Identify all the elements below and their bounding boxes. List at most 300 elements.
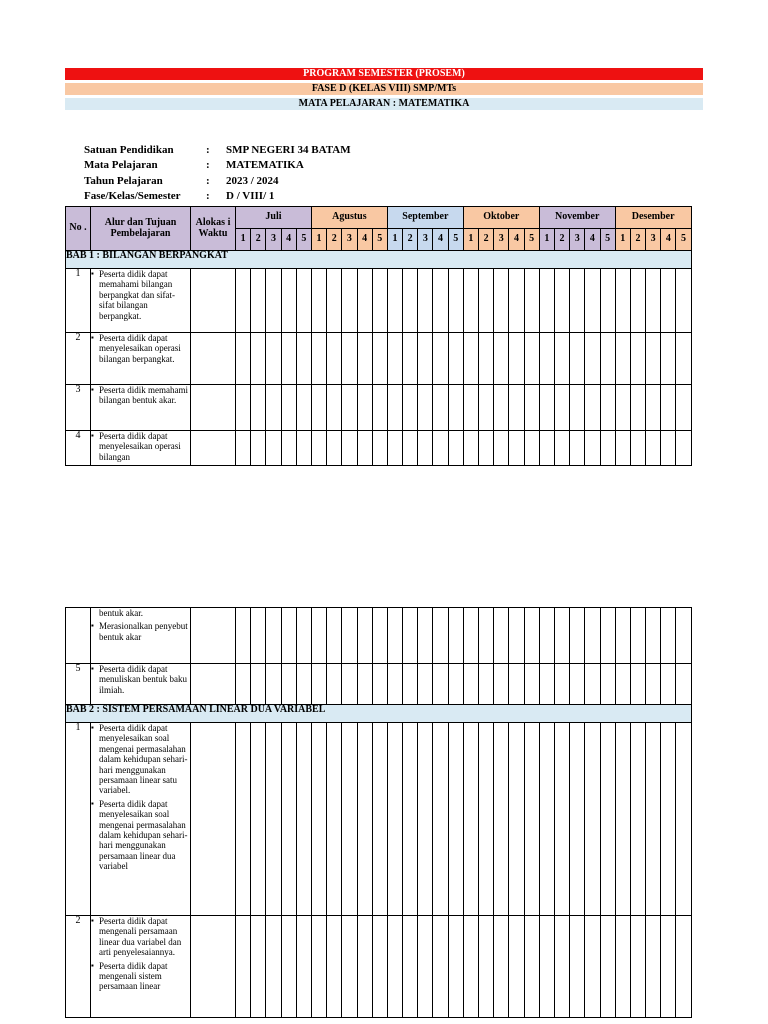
week-cell	[676, 333, 691, 385]
info-colon: :	[206, 159, 210, 172]
week-cell	[676, 916, 691, 1018]
week-cell	[661, 431, 676, 466]
header-week: 3	[266, 229, 281, 251]
semester-program-table-continued	[65, 607, 692, 1018]
week-cell	[615, 723, 630, 916]
table-row	[66, 269, 692, 333]
time-allocation-cell	[191, 431, 236, 466]
week-cell	[342, 664, 357, 705]
header-week: 2	[327, 229, 342, 251]
week-cell	[342, 723, 357, 916]
week-cell	[585, 723, 600, 916]
week-cell	[342, 608, 357, 664]
week-cell	[296, 431, 311, 466]
week-cell	[570, 664, 585, 705]
header-month: November	[539, 207, 615, 229]
table-row	[66, 385, 692, 431]
week-cell	[630, 916, 645, 1018]
week-cell	[630, 608, 645, 664]
week-cell	[570, 431, 585, 466]
objective-list	[91, 385, 190, 406]
week-cell	[509, 333, 524, 385]
week-cell	[479, 916, 494, 1018]
week-cell	[342, 333, 357, 385]
objective-list	[91, 333, 190, 364]
week-cell	[433, 916, 448, 1018]
week-cell	[494, 916, 509, 1018]
week-cell	[479, 608, 494, 664]
week-cell	[646, 269, 661, 333]
week-cell	[357, 431, 372, 466]
week-cell	[661, 608, 676, 664]
week-cell	[661, 385, 676, 431]
week-cell	[251, 333, 266, 385]
week-cell	[236, 333, 251, 385]
time-allocation-cell	[191, 385, 236, 431]
week-cell	[600, 664, 615, 705]
week-cell	[600, 723, 615, 916]
week-cell	[403, 608, 418, 664]
header-week: 1	[539, 229, 554, 251]
week-cell	[494, 385, 509, 431]
week-cell	[554, 269, 569, 333]
week-cell	[676, 269, 691, 333]
table-row	[66, 723, 692, 916]
week-cell	[676, 664, 691, 705]
week-cell	[387, 723, 402, 916]
week-cell	[281, 608, 296, 664]
time-allocation-cell	[191, 269, 236, 333]
week-cell	[327, 269, 342, 333]
week-cell	[327, 916, 342, 1018]
week-cell	[251, 916, 266, 1018]
week-cell	[418, 664, 433, 705]
info-colon: :	[206, 144, 210, 156]
week-cell	[433, 664, 448, 705]
week-cell	[585, 269, 600, 333]
week-cell	[661, 916, 676, 1018]
week-cell	[661, 333, 676, 385]
week-cell	[311, 333, 326, 385]
week-cell	[403, 916, 418, 1018]
week-cell	[630, 431, 645, 466]
week-cell	[266, 723, 281, 916]
week-cell	[281, 385, 296, 431]
week-cell	[387, 916, 402, 1018]
objective-item: ▪ Peserta didik dapat menyelesaikan soal mengenai permasalahan dalam kehidupan sehari-hari menggunakan persamaan linear dua variabel	[99, 799, 190, 872]
week-cell	[403, 431, 418, 466]
table-row	[66, 608, 692, 664]
row-number: 2	[66, 916, 91, 1018]
week-cell	[494, 608, 509, 664]
week-cell	[266, 431, 281, 466]
row-number: 1	[66, 723, 91, 916]
week-cell	[676, 723, 691, 916]
info-value: MATEMATIKA	[226, 159, 304, 172]
header-week: 1	[387, 229, 402, 251]
objective-item: ▪ Peserta didik dapat menyelesaikan operasi bilangan	[99, 431, 190, 462]
table-row	[66, 664, 692, 705]
week-cell	[554, 723, 569, 916]
week-cell	[585, 333, 600, 385]
header-week: 4	[661, 229, 676, 251]
header-week: 3	[418, 229, 433, 251]
week-cell	[463, 333, 478, 385]
week-cell	[570, 333, 585, 385]
week-cell	[524, 723, 539, 916]
header-week: 1	[463, 229, 478, 251]
week-cell	[600, 385, 615, 431]
week-cell	[646, 608, 661, 664]
week-cell	[615, 431, 630, 466]
week-cell	[524, 269, 539, 333]
week-cell	[646, 333, 661, 385]
week-cell	[357, 333, 372, 385]
week-cell	[463, 608, 478, 664]
week-cell	[357, 723, 372, 916]
week-cell	[479, 664, 494, 705]
week-cell	[448, 723, 463, 916]
week-cell	[403, 385, 418, 431]
week-cell	[615, 333, 630, 385]
objective-item: ▪ Peserta didik dapat menyelesaikan soal mengenai permasalahan dalam kehidupan sehari-hari menggunakan persamaan linear satu variabel.	[99, 723, 190, 796]
week-cell	[357, 664, 372, 705]
week-cell	[372, 916, 387, 1018]
week-cell	[387, 431, 402, 466]
week-cell	[327, 385, 342, 431]
header-week: 4	[357, 229, 372, 251]
week-cell	[418, 385, 433, 431]
week-cell	[646, 916, 661, 1018]
week-cell	[615, 608, 630, 664]
week-cell	[479, 723, 494, 916]
subject-banner	[65, 98, 703, 110]
week-cell	[281, 269, 296, 333]
week-cell	[236, 431, 251, 466]
week-cell	[311, 723, 326, 916]
week-cell	[494, 723, 509, 916]
row-number: 1	[66, 269, 91, 333]
objective-list	[91, 269, 190, 321]
week-cell	[387, 385, 402, 431]
week-cell	[357, 608, 372, 664]
row-number: 3	[66, 385, 91, 431]
continued-text: bentuk akar.	[99, 608, 143, 618]
week-cell	[387, 269, 402, 333]
week-cell	[296, 385, 311, 431]
week-cell	[630, 723, 645, 916]
week-cell	[281, 723, 296, 916]
week-cell	[570, 269, 585, 333]
header-week: 5	[676, 229, 691, 251]
week-cell	[418, 431, 433, 466]
week-cell	[509, 431, 524, 466]
objective-list	[91, 664, 190, 695]
week-cell	[600, 608, 615, 664]
week-cell	[251, 608, 266, 664]
week-cell	[585, 608, 600, 664]
row-number	[66, 608, 91, 664]
document-title: PROGRAM SEMESTER (PROSEM)	[303, 68, 465, 79]
week-cell	[676, 385, 691, 431]
time-allocation-cell	[191, 608, 236, 664]
header-month: September	[387, 207, 463, 229]
week-cell	[372, 608, 387, 664]
week-cell	[448, 916, 463, 1018]
info-row	[84, 174, 351, 189]
header-month: Agustus	[311, 207, 387, 229]
week-cell	[236, 385, 251, 431]
header-week: 3	[342, 229, 357, 251]
week-cell	[281, 916, 296, 1018]
week-cell	[251, 664, 266, 705]
week-cell	[661, 723, 676, 916]
week-cell	[342, 431, 357, 466]
week-cell	[236, 664, 251, 705]
learning-objective-cell	[91, 269, 191, 333]
week-cell	[372, 333, 387, 385]
week-cell	[509, 664, 524, 705]
week-cell	[661, 664, 676, 705]
week-cell	[600, 269, 615, 333]
week-cell	[418, 723, 433, 916]
week-cell	[342, 916, 357, 1018]
week-cell	[494, 664, 509, 705]
week-cell	[615, 269, 630, 333]
week-cell	[630, 269, 645, 333]
week-cell	[357, 385, 372, 431]
week-cell	[630, 385, 645, 431]
week-cell	[327, 333, 342, 385]
week-cell	[387, 333, 402, 385]
week-cell	[570, 916, 585, 1018]
week-cell	[585, 664, 600, 705]
objective-item: ▪ Merasionalkan penyebut bentuk akar	[99, 621, 190, 642]
info-row	[84, 143, 351, 158]
week-cell	[463, 385, 478, 431]
week-cell	[387, 664, 402, 705]
learning-objective-cell	[91, 385, 191, 431]
info-value: D / VIII/ 1	[226, 190, 275, 203]
week-cell	[676, 608, 691, 664]
week-cell	[539, 431, 554, 466]
week-cell	[509, 916, 524, 1018]
week-cell	[463, 664, 478, 705]
header-week: 2	[630, 229, 645, 251]
header-month: Oktober	[463, 207, 539, 229]
header-week: 5	[372, 229, 387, 251]
header-week: 5	[600, 229, 615, 251]
phase-banner	[65, 83, 703, 95]
week-cell	[372, 269, 387, 333]
week-cell	[494, 269, 509, 333]
week-cell	[311, 916, 326, 1018]
time-allocation-cell	[191, 723, 236, 916]
objective-item: ▪ Peserta didik memahami bilangan bentuk akar.	[99, 385, 190, 406]
info-row	[84, 158, 351, 173]
week-cell	[387, 608, 402, 664]
info-label: Mata Pelajaran	[84, 159, 158, 172]
header-week: 3	[570, 229, 585, 251]
info-value: 2023 / 2024	[226, 174, 279, 187]
week-cell	[327, 431, 342, 466]
header-week: 3	[646, 229, 661, 251]
objective-list	[91, 916, 190, 992]
header-week: 4	[433, 229, 448, 251]
week-cell	[418, 333, 433, 385]
week-cell	[433, 385, 448, 431]
week-cell	[266, 269, 281, 333]
objective-list	[91, 431, 190, 462]
week-cell	[236, 723, 251, 916]
week-cell	[327, 608, 342, 664]
week-cell	[524, 385, 539, 431]
week-cell	[630, 333, 645, 385]
week-cell	[509, 723, 524, 916]
week-cell	[615, 664, 630, 705]
week-cell	[524, 664, 539, 705]
week-cell	[570, 723, 585, 916]
info-row	[84, 189, 351, 204]
time-allocation-cell	[191, 916, 236, 1018]
learning-objective-cell	[91, 664, 191, 705]
header-week: 2	[479, 229, 494, 251]
table-row	[66, 916, 692, 1018]
week-cell	[433, 333, 448, 385]
week-cell	[539, 723, 554, 916]
week-cell	[463, 269, 478, 333]
week-cell	[266, 664, 281, 705]
week-cell	[646, 664, 661, 705]
week-cell	[600, 431, 615, 466]
header-week: 2	[554, 229, 569, 251]
week-cell	[524, 431, 539, 466]
week-cell	[646, 723, 661, 916]
week-cell	[448, 385, 463, 431]
header-week: 4	[585, 229, 600, 251]
week-cell	[251, 431, 266, 466]
learning-objective-cell	[91, 333, 191, 385]
week-cell	[554, 664, 569, 705]
week-cell	[236, 608, 251, 664]
week-cell	[372, 431, 387, 466]
week-cell	[433, 608, 448, 664]
week-cell	[448, 333, 463, 385]
week-cell	[266, 333, 281, 385]
objective-list	[91, 621, 190, 642]
week-cell	[646, 385, 661, 431]
week-cell	[311, 608, 326, 664]
week-cell	[236, 916, 251, 1018]
week-cell	[266, 385, 281, 431]
week-cell	[448, 269, 463, 333]
week-cell	[479, 333, 494, 385]
week-cell	[570, 608, 585, 664]
week-cell	[463, 723, 478, 916]
objective-item: ▪ Peserta didik dapat menyelesaikan operasi bilangan berpangkat.	[99, 333, 190, 364]
week-cell	[479, 269, 494, 333]
week-cell	[372, 664, 387, 705]
document-title-banner	[65, 68, 703, 80]
header-month: Desember	[615, 207, 691, 229]
week-cell	[539, 664, 554, 705]
week-cell	[448, 608, 463, 664]
subject-line: MATA PELAJARAN : MATEMATIKA	[298, 98, 470, 109]
week-cell	[311, 431, 326, 466]
week-cell	[539, 269, 554, 333]
objective-item: ▪ Peserta didik dapat mengenali sistem persamaan linear	[99, 961, 190, 992]
week-cell	[509, 269, 524, 333]
week-cell	[281, 431, 296, 466]
week-cell	[311, 385, 326, 431]
objective-item: ▪ Peserta didik dapat mengenali persamaan linear dua variabel dan arti penyelesaiannya.	[99, 916, 190, 958]
week-cell	[676, 431, 691, 466]
week-cell	[327, 723, 342, 916]
header-week: 1	[311, 229, 326, 251]
week-cell	[600, 333, 615, 385]
week-cell	[554, 333, 569, 385]
week-cell	[296, 916, 311, 1018]
week-cell	[630, 664, 645, 705]
week-cell	[296, 269, 311, 333]
week-cell	[661, 269, 676, 333]
week-cell	[479, 431, 494, 466]
header-week: 5	[524, 229, 539, 251]
week-cell	[357, 916, 372, 1018]
learning-objective-cell	[91, 723, 191, 916]
table-row	[66, 431, 692, 466]
header-week: 2	[251, 229, 266, 251]
info-label: Satuan Pendidikan	[84, 144, 174, 156]
week-cell	[479, 385, 494, 431]
header-time-allocation: Alokas i Waktu	[191, 207, 236, 251]
week-cell	[403, 269, 418, 333]
school-info-block	[84, 143, 351, 205]
week-cell	[418, 269, 433, 333]
row-number: 4	[66, 431, 91, 466]
week-cell	[357, 269, 372, 333]
week-cell	[266, 916, 281, 1018]
learning-objective-cell	[91, 916, 191, 1018]
week-cell	[585, 431, 600, 466]
week-cell	[433, 723, 448, 916]
week-cell	[251, 723, 266, 916]
week-cell	[463, 916, 478, 1018]
week-cell	[570, 385, 585, 431]
week-cell	[236, 269, 251, 333]
week-cell	[615, 916, 630, 1018]
week-cell	[327, 664, 342, 705]
week-cell	[403, 333, 418, 385]
week-cell	[615, 385, 630, 431]
week-cell	[311, 269, 326, 333]
header-week: 5	[296, 229, 311, 251]
week-cell	[646, 431, 661, 466]
week-cell	[251, 269, 266, 333]
week-cell	[539, 385, 554, 431]
week-cell	[554, 431, 569, 466]
week-cell	[433, 269, 448, 333]
info-value: SMP NEGERI 34 BATAM	[226, 144, 351, 156]
week-cell	[524, 333, 539, 385]
week-cell	[585, 916, 600, 1018]
week-cell	[342, 385, 357, 431]
header-week: 3	[494, 229, 509, 251]
week-cell	[342, 269, 357, 333]
week-cell	[296, 608, 311, 664]
header-week: 4	[509, 229, 524, 251]
header-week: 2	[403, 229, 418, 251]
